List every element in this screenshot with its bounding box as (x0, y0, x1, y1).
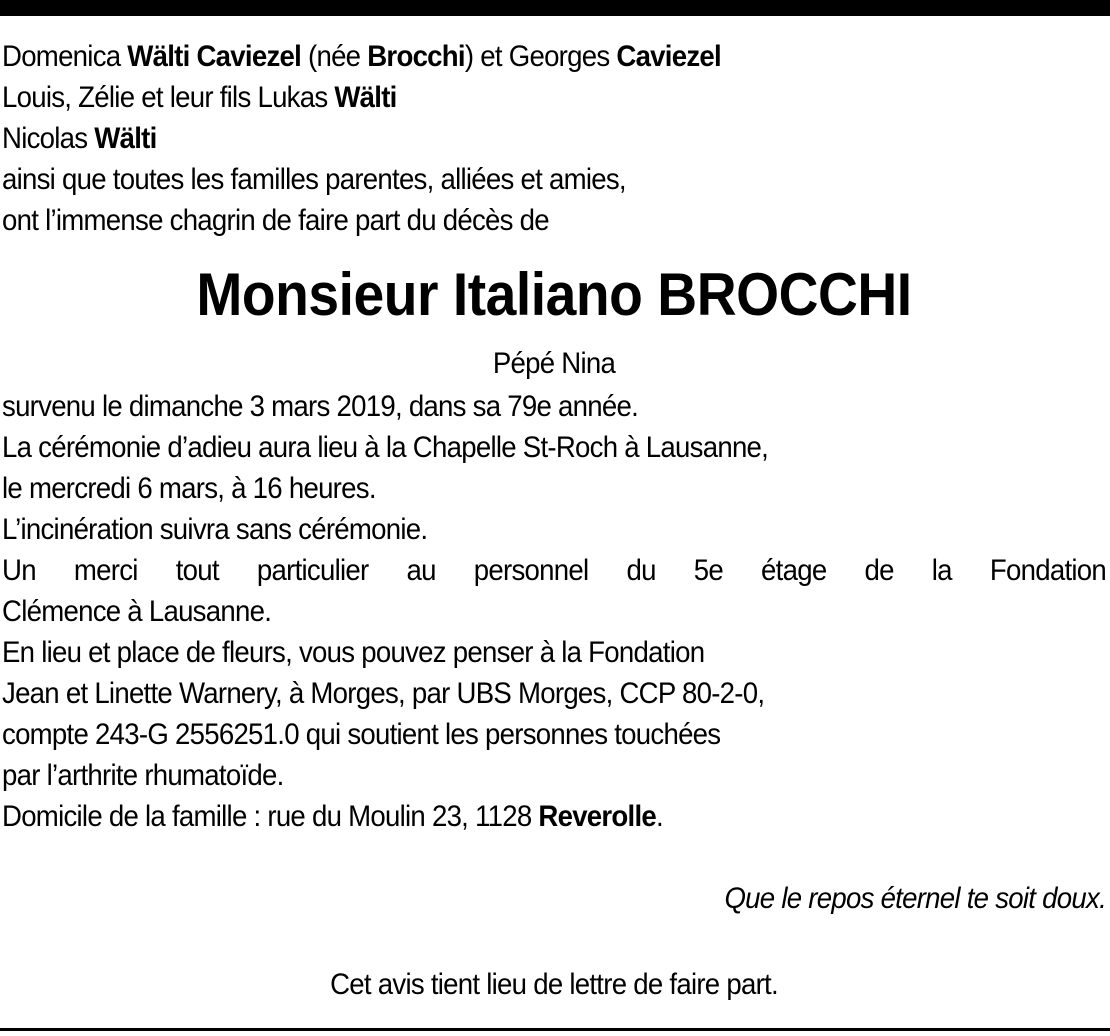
body-line-10: par l’arthrite rhumatoïde. (2, 759, 284, 792)
family-line-3 (2, 118, 1106, 159)
family-line-1 (2, 36, 1106, 77)
surname: Wälti Caviezel (127, 40, 302, 73)
body-line-11 (2, 796, 1106, 837)
maiden-name: Brocchi (367, 40, 465, 73)
top-border-rule (0, 0, 1110, 16)
text: Nicolas (2, 122, 95, 155)
surname: Caviezel (616, 40, 721, 73)
locality: Reverolle (538, 800, 657, 833)
text: . (656, 800, 663, 833)
text: Domicile de la famille : rue du Moulin 23, 1128 (2, 800, 539, 833)
closing-quote: Que le repos éternel te soit doux. (724, 882, 1106, 915)
text: Louis, Zélie et leur fils Lukas (2, 81, 335, 114)
surname: Wälti (334, 81, 397, 114)
bottom-border-rule (0, 1028, 1110, 1031)
body-line-2: La cérémonie d’adieu aura lieu à la Chapelle St-Roch à Lausanne, (2, 431, 769, 464)
body-line-9: compte 243-G 2556251.0 qui soutient les personnes touchées (2, 718, 721, 751)
deceased-name: Monsieur Italiano BROCCHI (196, 261, 912, 328)
family-line-5: ont l’immense chagrin de faire part du décès de (2, 204, 549, 237)
body-line-6: Clémence à Lausanne. (2, 595, 272, 628)
body-line-1: survenu le dimanche 3 mars 2019, dans sa 79e année. (2, 390, 639, 423)
family-line-2 (2, 77, 1106, 118)
body-line-8: Jean et Linette Warnery, à Morges, par UBS Morges, CCP 80-2-0, (2, 677, 765, 710)
body-line-5: Un merci tout particulier au personnel du 5e étage de la Fondation (2, 554, 1106, 587)
text: ) et Georges (464, 40, 617, 73)
family-line-4: ainsi que toutes les familles parentes, alliées et amies, (2, 163, 626, 196)
deceased-nickname: Pépé Nina (492, 347, 616, 380)
body-line-7: En lieu et place de fleurs, vous pouvez penser à la Fondation (2, 636, 705, 669)
obituary-notice (2, 36, 1106, 1005)
body-line-3: le mercredi 6 mars, à 16 heures. (2, 472, 376, 505)
text: (née (301, 40, 368, 73)
surname: Wälti (94, 122, 157, 155)
body-line-4: L’incinération suivra sans cérémonie. (2, 513, 428, 546)
text: Domenica (2, 40, 128, 73)
closing-note: Cet avis tient lieu de lettre de faire part. (330, 968, 778, 1001)
